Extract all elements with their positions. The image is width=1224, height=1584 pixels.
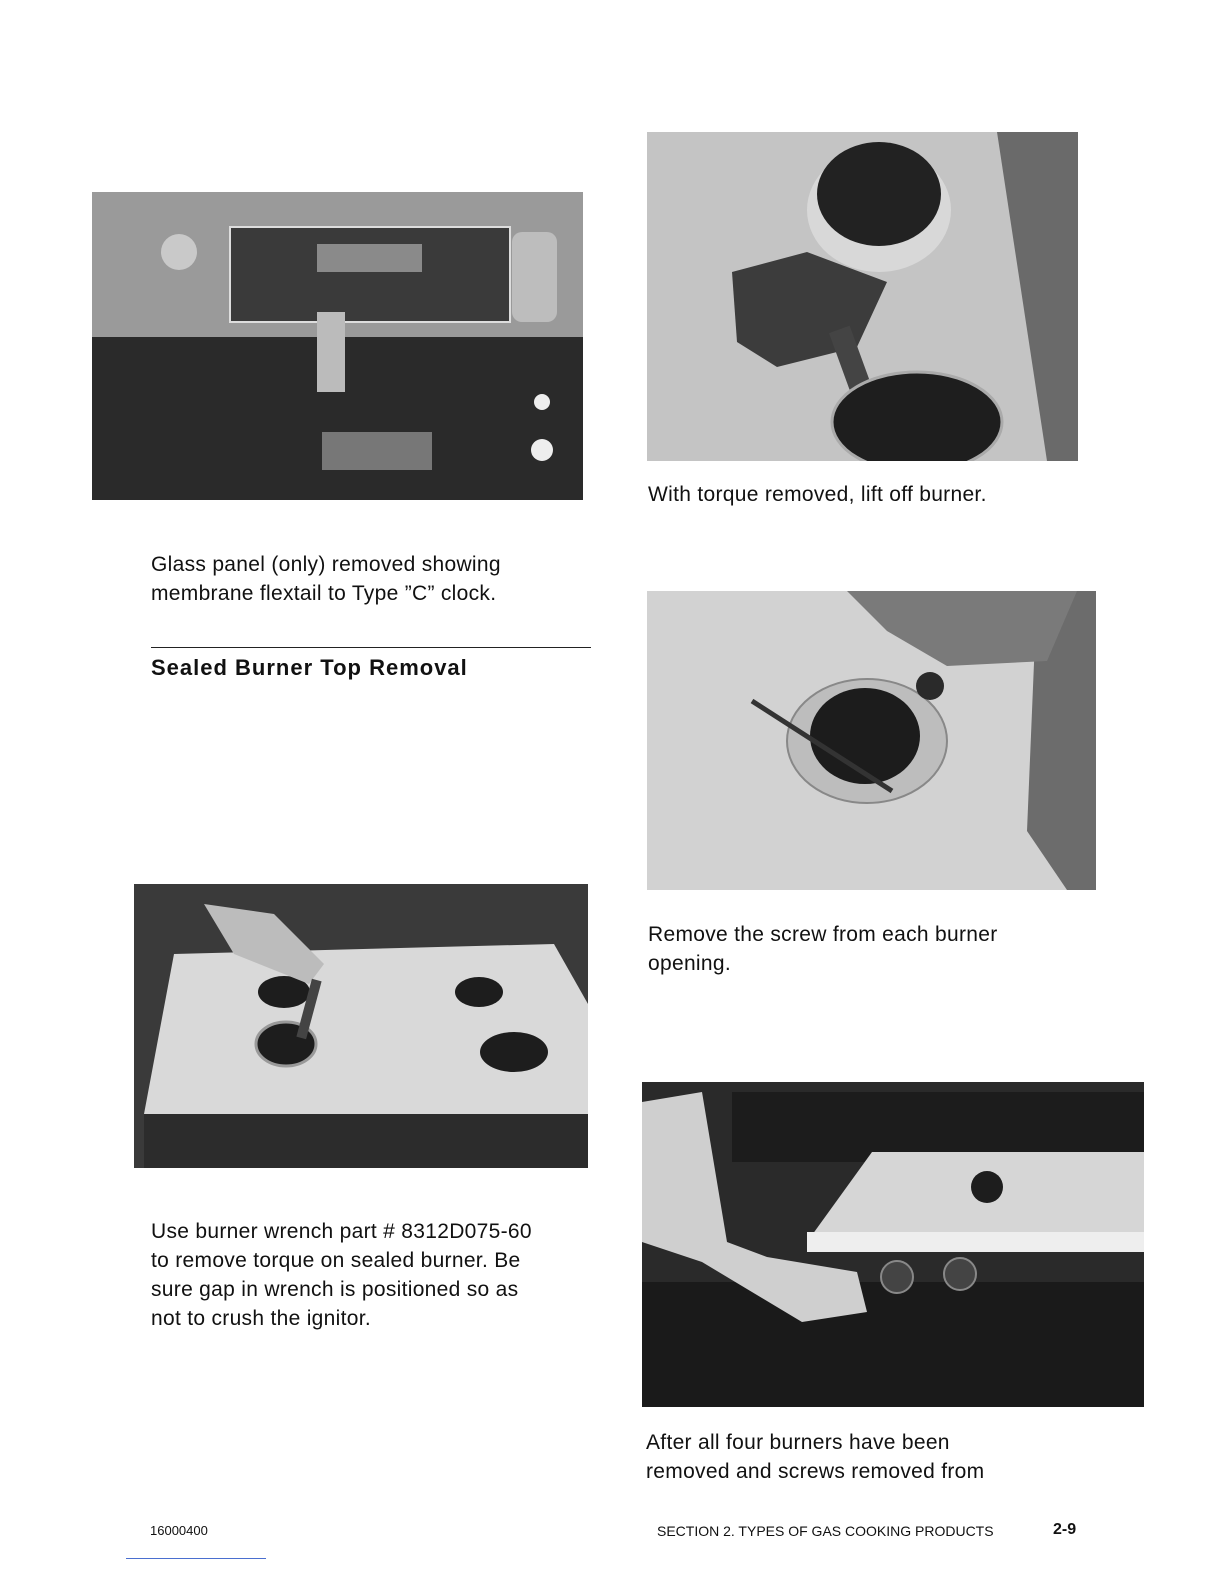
caption-burner-wrench [151, 1217, 532, 1333]
caption-line: removed and screws removed from [646, 1460, 985, 1483]
footer-link-underline [126, 1558, 266, 1559]
caption-lift-burner [648, 480, 987, 509]
clock-panel-illustration [92, 192, 583, 500]
caption-line: not to crush the ignitor. [151, 1307, 371, 1330]
photo-burner-wrench [134, 884, 588, 1168]
caption-cooktop-lift [646, 1428, 984, 1486]
photo-clock-panel [92, 192, 583, 500]
caption-line: membrane flextail to Type ”C” clock. [151, 582, 497, 605]
caption-line: sure gap in wrench is positioned so as [151, 1278, 519, 1301]
section-heading: Sealed Burner Top Removal [151, 655, 468, 680]
caption-burner-screw [648, 920, 998, 978]
cooktop-lift-illustration [642, 1082, 1144, 1407]
caption-line: After all four burners have been [646, 1431, 950, 1454]
caption-clock-panel [151, 550, 501, 608]
footer-doc-number: 16000400 [150, 1523, 208, 1538]
footer-page-number: 2-9 [1053, 1521, 1077, 1538]
photo-burner-screw [647, 591, 1096, 890]
caption-line: With torque removed, lift off burner. [648, 483, 987, 506]
caption-line: opening. [648, 952, 731, 975]
caption-line: to remove torque on sealed burner. Be [151, 1249, 521, 1272]
caption-line: Remove the screw from each burner [648, 923, 998, 946]
burner-wrench-illustration [134, 884, 588, 1168]
section-rule [151, 647, 591, 648]
burner-screw-illustration [647, 591, 1096, 890]
caption-line: Glass panel (only) removed showing [151, 553, 501, 576]
footer-section: SECTION 2. TYPES OF GAS COOKING PRODUCTS [657, 1523, 994, 1539]
photo-cooktop-lift [642, 1082, 1144, 1407]
caption-line: Use burner wrench part # 8312D075-60 [151, 1220, 532, 1243]
photo-lift-burner [647, 132, 1078, 461]
lift-burner-illustration [647, 132, 1078, 461]
